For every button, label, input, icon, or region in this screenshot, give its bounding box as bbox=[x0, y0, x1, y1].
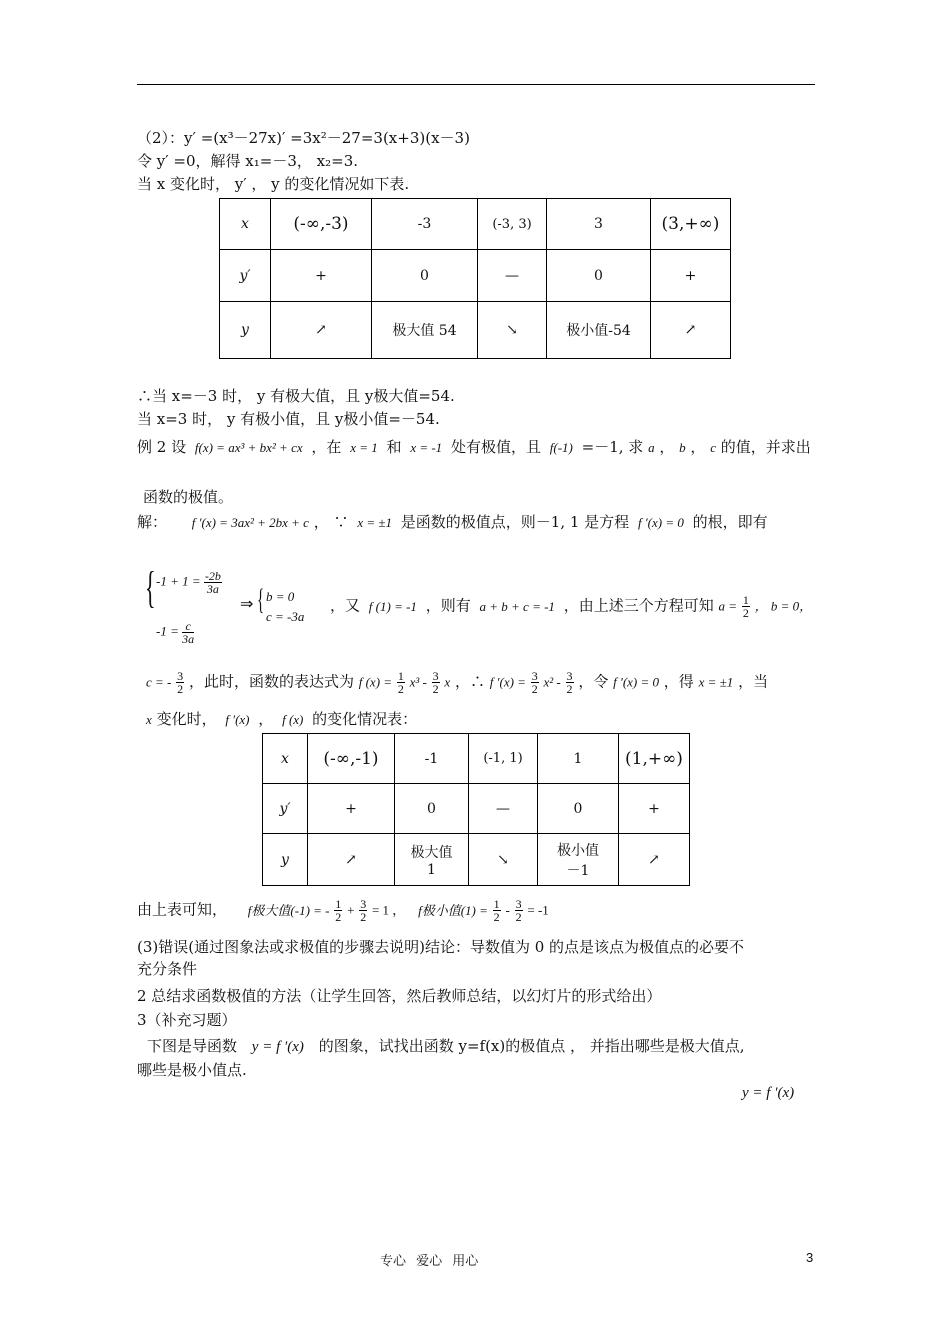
table1-cell: 0 bbox=[372, 250, 478, 302]
table2-cell: ↗ bbox=[619, 834, 690, 886]
table2-cell-line: 极小值 bbox=[557, 842, 599, 859]
note-supplement: 3（补充习题） bbox=[137, 1011, 237, 1029]
system-eq1 bbox=[156, 570, 222, 595]
solution-f1: f (1) = -1 bbox=[368, 598, 417, 614]
fraction-half bbox=[397, 670, 405, 695]
solution-c-eq: c = - bbox=[146, 674, 172, 690]
note-3-line2: 充分条件 bbox=[137, 960, 198, 978]
solution-text: ，此时，函数的表达式为 bbox=[188, 672, 354, 691]
variation-table-1 bbox=[219, 198, 731, 359]
fraction-denominator: 3a bbox=[182, 632, 195, 646]
example2-line2: 函数的极值。 bbox=[143, 488, 234, 506]
table2-cell: 1 bbox=[538, 734, 619, 784]
result-b: b = 0 bbox=[266, 589, 295, 604]
example2-label: 例 2 设 bbox=[137, 438, 187, 456]
fraction-numerator: 3 bbox=[531, 669, 538, 683]
exercise-text: 的图象，试找出函数 y=f(x)的极值点 ， 并指出哪些是极大值点, bbox=[318, 1037, 745, 1055]
example2-a: a bbox=[648, 440, 655, 455]
page-number: 3 bbox=[806, 1250, 814, 1265]
result-plus: + bbox=[347, 902, 355, 918]
system-eq2-lhs: -1 = bbox=[156, 623, 179, 639]
exercise-formula: y = f ′(x) bbox=[251, 1039, 304, 1055]
fraction-denominator: 2 bbox=[335, 910, 342, 924]
solution-line2 bbox=[330, 594, 812, 619]
conclusion-line2: 当 x=3 时， y 有极小值，且 y极小值=－54. bbox=[137, 410, 440, 428]
part2-line1: （2）：y′ =(x³－27x)′ =3x²－27=3(x+3)(x－3) bbox=[137, 129, 470, 147]
solution-abc: a + b + c = -1 bbox=[479, 598, 555, 614]
table2-cell: (1,+∞) bbox=[619, 734, 690, 784]
result-line bbox=[137, 898, 549, 923]
system-brace: { bbox=[145, 563, 156, 612]
result-fmin-res: = -1 bbox=[527, 902, 549, 918]
solution-line4 bbox=[146, 708, 417, 731]
solution-fpx0: f ′(x) = 0 bbox=[613, 674, 660, 690]
table2-cell: ↘ bbox=[469, 834, 538, 886]
solution-line3 bbox=[146, 670, 768, 695]
table1-cell: + bbox=[651, 250, 731, 302]
fraction-denominator: 2 bbox=[493, 910, 500, 924]
fraction-denominator: 2 bbox=[742, 606, 749, 620]
solution-text: ，得 bbox=[663, 672, 694, 691]
fraction-numerator: -2b bbox=[204, 569, 221, 583]
result-c: c = -3a bbox=[266, 609, 305, 624]
table1-cell: ↗ bbox=[651, 302, 731, 359]
result-label: 由上表可知， bbox=[137, 900, 228, 919]
table2-cell-line: 1 bbox=[427, 861, 436, 878]
table2-cell: (-∞,-1) bbox=[308, 734, 395, 784]
table2-cell-line: 极大值 bbox=[410, 844, 453, 861]
solution-text: ，当 bbox=[738, 672, 769, 691]
solution-text: ， bbox=[258, 710, 274, 728]
solution-c-fraction bbox=[176, 670, 184, 695]
table2-cell: ↗ bbox=[308, 834, 395, 886]
fraction-denominator: 2 bbox=[397, 682, 404, 696]
example2-x2: x = -1 bbox=[410, 440, 443, 455]
table1-cell: + bbox=[271, 250, 372, 302]
solution-text: ，又 bbox=[330, 596, 361, 615]
example2-c: c bbox=[710, 440, 716, 455]
table1-cell: x bbox=[220, 199, 271, 250]
example2-text: 处有极值，且 bbox=[450, 438, 541, 456]
solution-fx-c: x bbox=[444, 674, 451, 690]
fraction-denominator: 2 bbox=[432, 682, 439, 696]
table2-cell bbox=[395, 834, 469, 886]
fraction-numerator: 3 bbox=[515, 897, 522, 911]
table2-cell: y′ bbox=[263, 784, 308, 834]
conclusion-line1: ∴当 x=－3 时， y 有极大值，且 y极大值=54. bbox=[137, 387, 455, 405]
table1-cell: 3 bbox=[547, 199, 651, 250]
table1-cell: 极大值 54 bbox=[372, 302, 478, 359]
example2-b: b bbox=[679, 440, 686, 455]
table2-cell: — bbox=[469, 784, 538, 834]
fraction-three-halves bbox=[432, 670, 440, 695]
table2-cell: y bbox=[263, 834, 308, 886]
header-rule bbox=[137, 84, 815, 85]
solution-fx-a: f (x) = bbox=[358, 674, 393, 690]
table2-derivative-row bbox=[263, 784, 690, 834]
solution-text: 是函数的极值点，则－1, 1 是方程 bbox=[400, 513, 630, 531]
var-f: f (x) bbox=[282, 712, 304, 727]
solution-text: 的变化情况表： bbox=[312, 710, 418, 728]
table1-cell: y bbox=[220, 302, 271, 359]
result-fmin: f极小值(1) = bbox=[418, 902, 488, 918]
solution-fx-b: x³ - bbox=[409, 674, 427, 690]
table2-header-row bbox=[263, 734, 690, 784]
fraction-denominator: 2 bbox=[177, 682, 184, 696]
table2-cell: -1 bbox=[395, 734, 469, 784]
table2-cell: + bbox=[308, 784, 395, 834]
note-summary: 2 总结求函数极值的方法（让学生回答，然后教师总结，以幻灯片的形式给出） bbox=[137, 987, 662, 1005]
table1-cell: (-∞,-3) bbox=[271, 199, 372, 250]
table1-cell: (-3, 3) bbox=[478, 199, 547, 250]
fraction-numerator: 3 bbox=[432, 669, 439, 683]
solution-xpm1: x = ±1 bbox=[357, 515, 392, 530]
page-footer: 专心 爱心 用心 bbox=[380, 1254, 479, 1269]
system-eq2 bbox=[156, 620, 194, 645]
var-fprime: f ′(x) bbox=[225, 712, 250, 727]
fraction-numerator: 3 bbox=[566, 669, 573, 683]
fraction-half bbox=[334, 898, 342, 923]
table2-cell: (-1, 1) bbox=[469, 734, 538, 784]
solution-text: ，由上述三个方程可知 bbox=[563, 596, 714, 615]
table1-cell: ↗ bbox=[271, 302, 372, 359]
fraction-three-halves bbox=[531, 670, 539, 695]
result-fmax: f极大值(-1) = - bbox=[247, 902, 330, 918]
note-3-line1: (3)错误(通过图象法或求极值的步骤去说明)结论：导数值为 0 的点是该点为极值点的必要不 bbox=[137, 938, 745, 956]
fraction-numerator: c bbox=[182, 620, 194, 633]
table1-derivative-row bbox=[220, 250, 731, 302]
system-eq1-lhs: -1 + 1 = bbox=[156, 573, 201, 589]
table2-function-row bbox=[263, 834, 690, 886]
fraction-half bbox=[493, 898, 501, 923]
solution-a-fraction bbox=[742, 594, 750, 619]
implies-arrow: ⇒ bbox=[240, 596, 254, 613]
solution-fpx-b: x² - bbox=[543, 674, 561, 690]
example2-text: ，在 bbox=[311, 438, 342, 456]
fraction-numerator: 1 bbox=[335, 897, 342, 911]
fraction-denominator: 2 bbox=[515, 910, 522, 924]
solution-eq0: f ′(x) = 0 bbox=[637, 515, 684, 530]
table1-cell: -3 bbox=[372, 199, 478, 250]
fraction-numerator: 1 bbox=[397, 669, 404, 683]
table2-cell: 0 bbox=[538, 784, 619, 834]
graph-label: y = f ′(x) bbox=[742, 1085, 795, 1101]
fraction-three-halves bbox=[515, 898, 523, 923]
fraction-numerator: 3 bbox=[360, 897, 367, 911]
solution-text: 的根，即有 bbox=[692, 513, 768, 531]
solution-line1 bbox=[137, 511, 768, 534]
part2-line3: 当 x 变化时， y′ ， y 的变化情况如下表. bbox=[137, 175, 410, 193]
solution-text: ， ∵ bbox=[313, 513, 349, 531]
fraction-three-halves bbox=[359, 898, 367, 923]
note-exercise-line2: 哪些是极小值点. bbox=[137, 1061, 247, 1079]
table2-cell: + bbox=[619, 784, 690, 834]
table1-cell: (3,+∞) bbox=[651, 199, 731, 250]
fraction-numerator: 1 bbox=[742, 593, 749, 607]
fraction-three-halves bbox=[566, 670, 574, 695]
table1-cell: ↘ bbox=[478, 302, 547, 359]
result-fmax-res: = 1 ， bbox=[371, 902, 406, 918]
table1-function-row bbox=[220, 302, 731, 359]
result-brace: { bbox=[257, 583, 265, 616]
solution-xpm: x = ±1 bbox=[698, 674, 734, 690]
system-eq2-fraction bbox=[182, 620, 194, 645]
fraction-denominator: 3a bbox=[206, 582, 219, 596]
fraction-denominator: 2 bbox=[566, 682, 573, 696]
example2-text: 和 bbox=[386, 438, 402, 456]
note-exercise-line1 bbox=[147, 1035, 745, 1058]
solution-a-eq: a = bbox=[718, 598, 738, 614]
table2-cell: 0 bbox=[395, 784, 469, 834]
example2-fx: f(x) = ax³ + bx² + cx bbox=[194, 440, 303, 455]
fraction-numerator: 1 bbox=[493, 897, 500, 911]
solution-text: ，则有 bbox=[425, 596, 471, 615]
table2-cell: x bbox=[263, 734, 308, 784]
fraction-numerator: 3 bbox=[177, 669, 184, 683]
example2-line1: 例 2 设 f(x) = ax³ + bx² + cx ，在 x = 1 和 x = -1 处有极值，且 f(-1) =－1, 求 a ， b ， c 的值，并求出 bbox=[137, 438, 811, 456]
fraction-denominator: 2 bbox=[360, 910, 367, 924]
part2-line2: 令 y′ =0，解得 x₁=－3， x₂=3. bbox=[137, 152, 359, 170]
example2-text: =－1, 求 bbox=[581, 438, 644, 456]
fraction-denominator: 2 bbox=[531, 682, 538, 696]
variation-table-2 bbox=[262, 733, 690, 886]
solution-text: 变化时， bbox=[156, 710, 217, 728]
table1-header-row bbox=[220, 199, 731, 250]
table2-cell-line: －1 bbox=[566, 862, 590, 879]
example2-text: 的值，并求出 bbox=[720, 438, 811, 456]
solution-label: 解： bbox=[137, 513, 168, 531]
result-minus: - bbox=[505, 902, 510, 918]
example2-x1: x = 1 bbox=[350, 440, 378, 455]
table1-cell: — bbox=[478, 250, 547, 302]
var-x: x bbox=[146, 712, 152, 727]
example2-fm1: f(-1) bbox=[549, 440, 573, 455]
solution-text: ，令 bbox=[578, 672, 609, 691]
exercise-text: 下图是导函数 bbox=[147, 1037, 238, 1055]
table1-cell: 0 bbox=[547, 250, 651, 302]
solution-fpx-a: f ′(x) = bbox=[489, 674, 526, 690]
table1-cell: 极小值-54 bbox=[547, 302, 651, 359]
system-eq1-fraction bbox=[204, 570, 222, 595]
solution-b-eq: ， b = 0， bbox=[754, 598, 813, 614]
solution-text: ，∴ bbox=[454, 672, 485, 691]
solution-derivative: f ′(x) = 3ax² + 2bx + c bbox=[191, 515, 309, 530]
table2-cell bbox=[538, 834, 619, 886]
table1-cell: y′ bbox=[220, 250, 271, 302]
